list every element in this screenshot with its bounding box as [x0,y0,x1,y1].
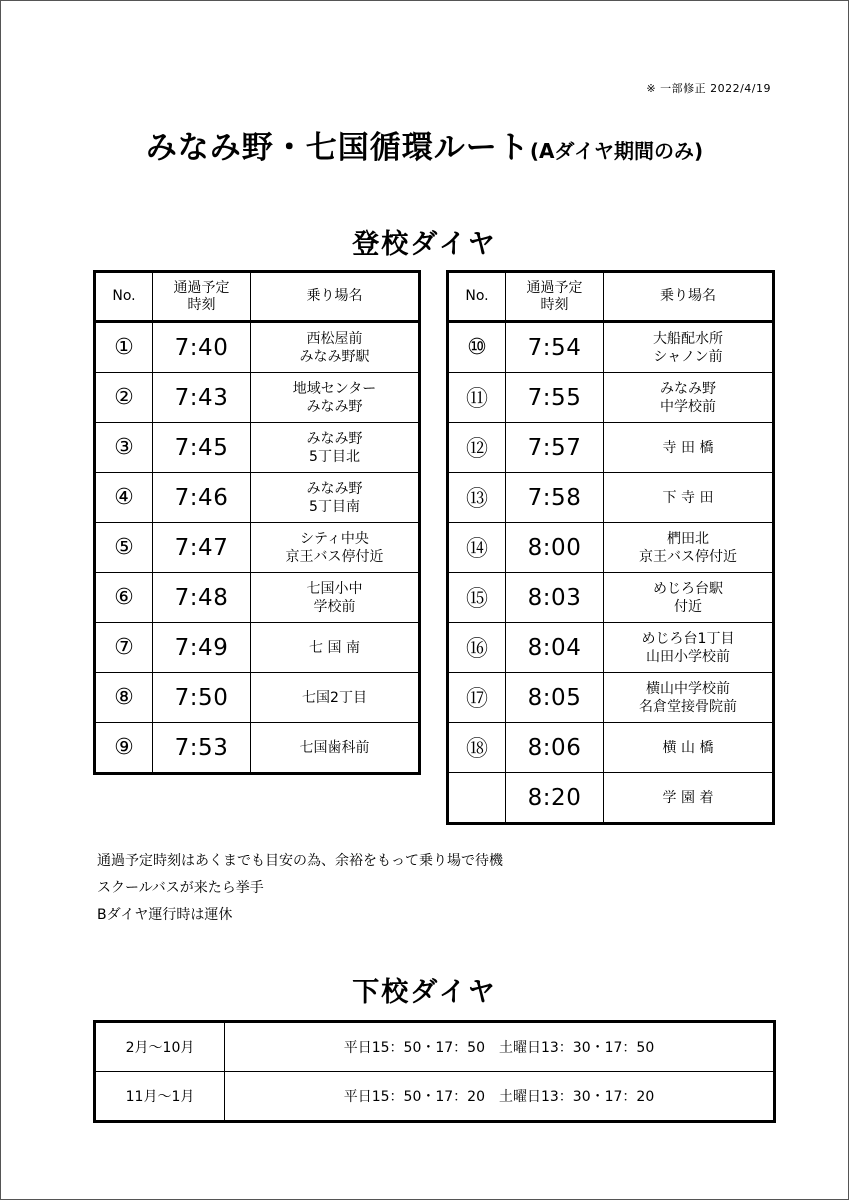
note-line: Bダイヤ運行時は運休 [97,907,233,923]
morning-schedule-left [93,270,421,775]
stop-name-line1: めじろ台1丁目 [641,630,735,647]
table-row [448,373,774,423]
stop-name [604,673,774,723]
stop-name [251,473,420,523]
stop-name [604,473,774,523]
stop-name-line2: 名倉堂接骨院前 [639,698,737,715]
stop-name-line1: めじろ台駅 [653,580,723,597]
stop-name [251,322,420,373]
table-row [95,673,420,723]
pass-time: 7:40 [153,322,251,373]
table-row [95,573,420,623]
note-line: スクールバスが来たら挙手 [97,880,264,896]
stop-name-line1: 横山中学校前 [646,680,730,697]
table-header [95,272,420,322]
stop-name [251,523,420,573]
stop-name-line1: 七国小中 [306,580,363,597]
header-time-line2: 時刻 [187,296,216,313]
pass-time: 8:05 [506,673,604,723]
table-row [448,523,774,573]
stop-number: ⑫ [448,423,506,473]
table-row [448,573,774,623]
afternoon-schedule [93,1020,776,1123]
stop-name-line2: 学校前 [313,598,356,615]
table-header [448,272,774,322]
stop-number: ③ [95,423,153,473]
stop-name-line1: 横 山 橋 [662,739,714,756]
stop-name-line2: 京王バス停付近 [639,548,737,565]
stop-name-line1: 七 国 南 [309,639,360,656]
stop-name-line2: みなみ野駅 [299,348,370,365]
stop-number: ④ [95,473,153,523]
stop-name-line1: 七国歯科前 [299,739,370,756]
stop-name-line2: 京王バス停付近 [285,548,384,565]
stop-name-line1: 地域センター [292,380,377,397]
table-row [448,473,774,523]
stop-name-line1: 寺 田 橋 [662,439,714,456]
pass-time: 8:04 [506,623,604,673]
stop-number: ⑥ [95,573,153,623]
afternoon-heading: 下校ダイヤ [352,977,497,1008]
stop-number: ⑰ [448,673,506,723]
header-time-line1: 通過予定 [526,279,583,296]
table-row [95,373,420,423]
stop-name-line1: みなみ野 [306,430,363,447]
header-time-line2: 時刻 [540,296,569,313]
stop-name-line1: 西松屋前 [306,330,363,347]
stop-number: ⑦ [95,623,153,673]
stop-name-line1: 学 園 着 [662,789,714,806]
header-no: No. [95,272,153,322]
morning-heading: 登校ダイヤ [352,229,497,260]
table-row [448,723,774,773]
stop-name [251,373,420,423]
table-row [95,1022,775,1072]
stop-number: ⑬ [448,473,506,523]
pass-time: 7:54 [506,322,604,373]
stop-name-line1: 七国2丁目 [302,689,367,706]
stop-name-line1: 椚田北 [667,530,709,547]
stop-number: ① [95,322,153,373]
stop-name [604,423,774,473]
notes [97,848,503,929]
stop-number: ⑩ [448,322,506,373]
header-no: No. [448,272,506,322]
stop-name [604,723,774,773]
stop-name [604,523,774,573]
stop-name [604,373,774,423]
pass-time: 8:20 [506,773,604,824]
times-cell: 平日15：50・17：50 土曜日13：30・17：50 [225,1022,775,1072]
stop-name [251,573,420,623]
stop-name [251,423,420,473]
pass-time: 8:06 [506,723,604,773]
stop-name-line1: シティ中央 [300,530,369,547]
stop-name [604,322,774,373]
table-row [95,473,420,523]
stop-number: ⑨ [95,723,153,774]
table-row [95,723,420,774]
stop-name [251,623,420,673]
pass-time: 7:57 [506,423,604,473]
stop-name-line2: 5丁目北 [309,448,360,465]
pass-time: 7:47 [153,523,251,573]
pass-time: 7:45 [153,423,251,473]
stop-name [604,623,774,673]
stop-number: ⑧ [95,673,153,723]
stop-name-line2: 5丁目南 [309,498,360,515]
pass-time: 7:43 [153,373,251,423]
stop-number: ⑭ [448,523,506,573]
header-time [153,272,251,322]
table-row [95,322,420,373]
stop-number: ⑤ [95,523,153,573]
stop-name-line2: 山田小学校前 [646,648,730,665]
table-row [448,673,774,723]
pass-time: 8:03 [506,573,604,623]
table-row [95,523,420,573]
table-row [95,423,420,473]
period-cell: 2月〜10月 [95,1022,225,1072]
stop-name-line1: みなみ野 [660,380,716,397]
stop-number: ② [95,373,153,423]
pass-time: 7:53 [153,723,251,774]
stop-name [251,673,420,723]
table-row [95,1072,775,1122]
stop-name [604,773,774,824]
stop-name [604,573,774,623]
stop-number [448,773,506,824]
stop-name-line1: 下 寺 田 [662,489,714,506]
table-row [448,322,774,373]
pass-time: 7:46 [153,473,251,523]
pass-time: 7:48 [153,573,251,623]
note-line: 通過予定時刻はあくまでも目安の為、余裕をもって乗り場で待機 [97,853,503,869]
stop-name-line2: 付近 [674,598,702,615]
stop-name-line2: 中学校前 [660,398,716,415]
pass-time: 7:50 [153,673,251,723]
header-stop: 乗り場名 [251,272,420,322]
header-time-line1: 通過予定 [173,279,230,296]
table-row [448,623,774,673]
table-row [95,623,420,673]
stop-name-line1: みなみ野 [306,480,363,497]
pass-time: 7:58 [506,473,604,523]
stop-number: ⑮ [448,573,506,623]
pass-time: 7:55 [506,373,604,423]
period-cell: 11月〜1月 [95,1072,225,1122]
stop-name-line1: 大船配水所 [653,330,723,347]
times-cell: 平日15：50・17：20 土曜日13：30・17：20 [225,1072,775,1122]
route-title-sub: (Aダイヤ期間のみ) [529,139,704,163]
stop-number: ⑯ [448,623,506,673]
page-title [0,122,849,167]
revision-note: ※ 一部修正 2022/4/19 [646,82,771,95]
table-row [448,423,774,473]
table-row [448,773,774,824]
stop-name-line2: シャノン前 [653,348,723,365]
stop-name [251,723,420,774]
route-title: みなみ野・七国循環ルート [145,130,530,166]
stop-number: ⑪ [448,373,506,423]
header-time [506,272,604,322]
pass-time: 7:49 [153,623,251,673]
stop-number: ⑱ [448,723,506,773]
header-stop: 乗り場名 [604,272,774,322]
stop-name-line2: みなみ野 [306,398,363,415]
morning-schedule-right [446,270,775,825]
pass-time: 8:00 [506,523,604,573]
